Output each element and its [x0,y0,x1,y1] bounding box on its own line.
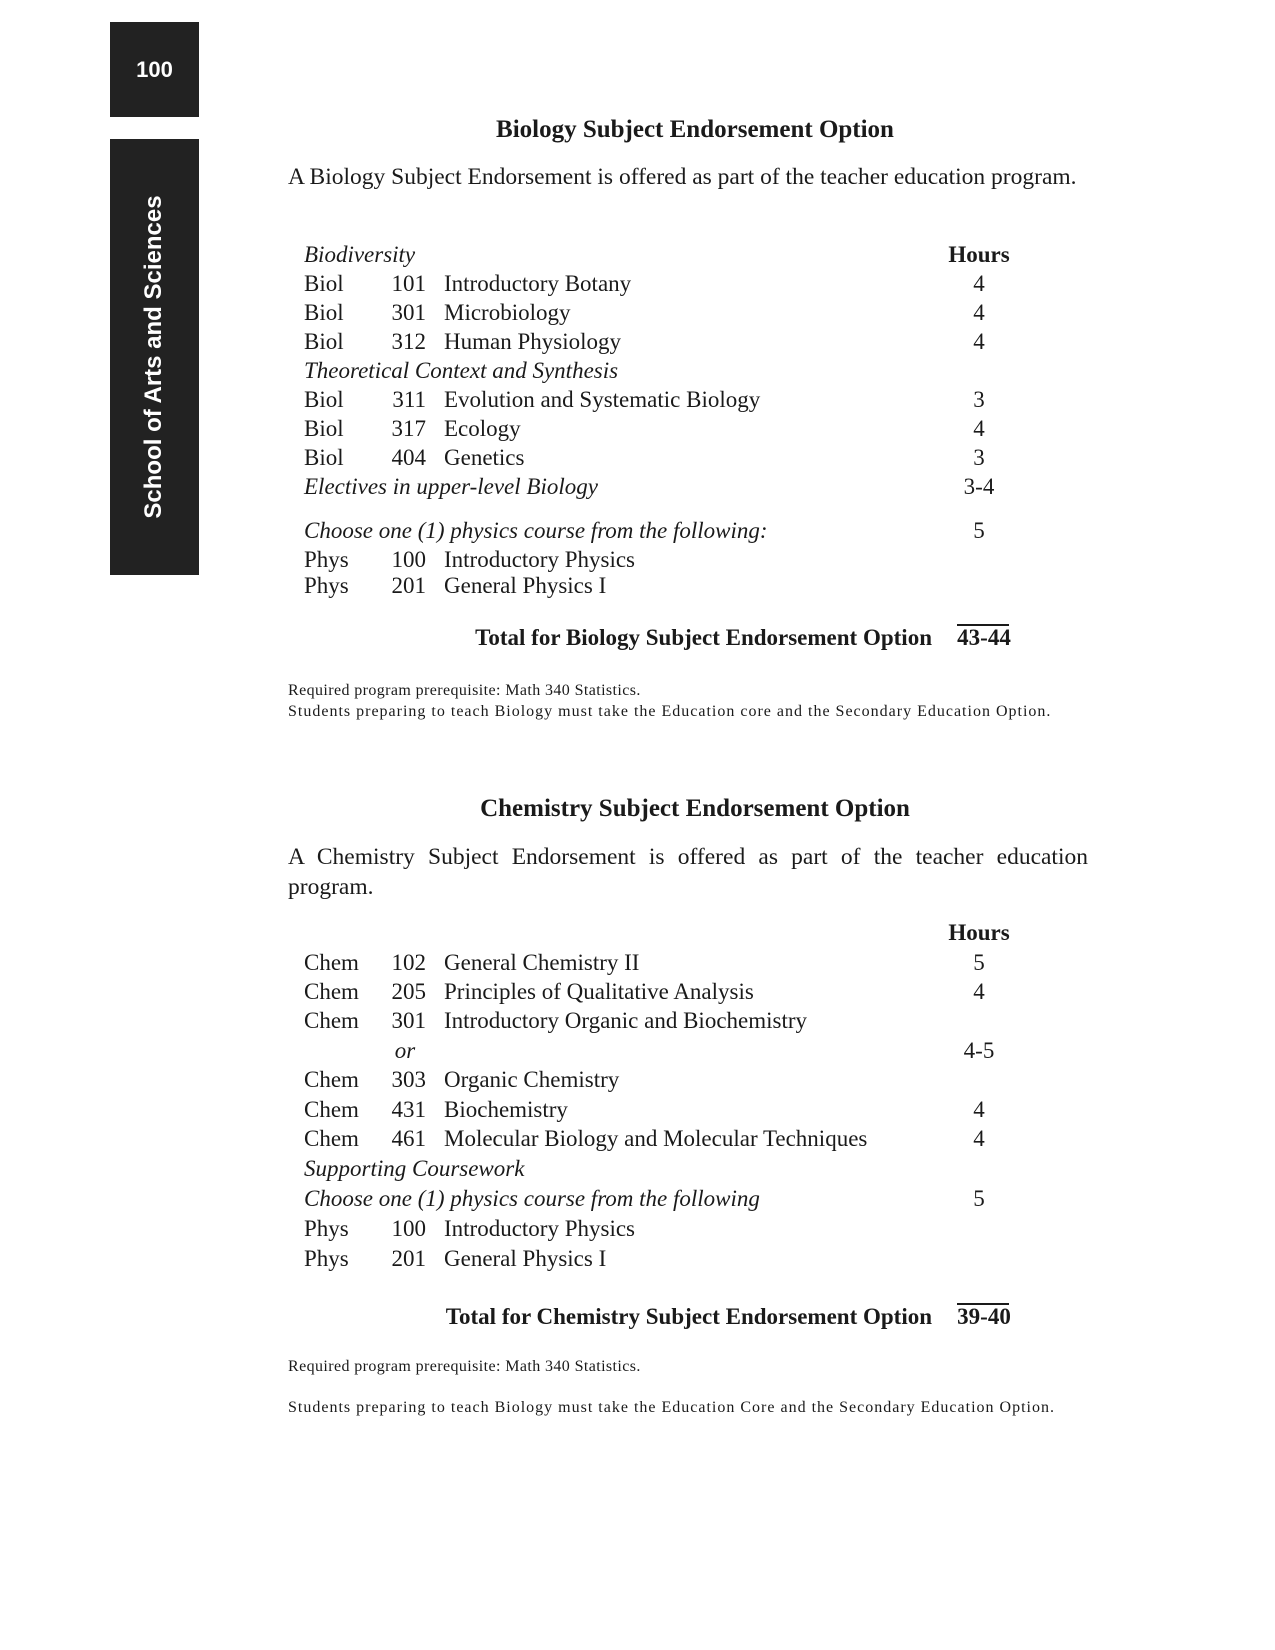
course-number: 404 [391,445,426,470]
chemistry-total-value: 39-40 [957,1304,1011,1329]
course-title: Human Physiology [444,329,621,354]
chemistry-intro: A Chemistry Subject Endorsement is offered as part of the teacher education program. [288,844,1088,900]
physics-choice-label: Choose one (1) physics course from the following [304,1186,760,1211]
physics-choice-row [304,1184,1024,1214]
side-tab-label: School of Arts and Sciences [140,195,167,519]
course-title: Evolution and Systematic Biology [444,387,761,412]
supporting-row [304,1154,1024,1184]
electives-label: Electives in upper-level Biology [304,474,598,499]
biology-prerequisite-note: Required program prerequisite: Math 340 Statistics. [288,682,641,699]
course-row [304,571,1024,601]
course-row [304,1244,1024,1274]
physics-choice-hours: 5 [973,518,985,543]
course-title: Organic Chemistry [444,1067,620,1092]
course-title: Biochemistry [444,1097,568,1122]
course-title: General Physics I [444,1246,607,1271]
course-row [304,1065,1024,1095]
course-title: Introductory Physics [444,1216,636,1241]
supporting-label: Supporting Coursework [304,1156,525,1181]
course-dept: Phys [304,573,349,598]
biology-intro: A Biology Subject Endorsement is offered as part of the teacher education program. [288,164,1077,190]
biology-total-label: Total for Biology Subject Endorsement Option [475,625,932,650]
course-number: 100 [391,547,426,572]
course-dept: Chem [304,1126,359,1151]
biology-education-note: Students preparing to teach Biology must take the Education core and the Secondary Education Option. [288,703,1052,720]
course-number: 100 [391,1216,426,1241]
course-dept: Phys [304,1216,349,1241]
course-dept: Chem [304,1067,359,1092]
biology-hours-header: Hours [948,242,1010,267]
biology-group-header-row [304,356,1024,386]
course-hours: 5 [973,950,985,975]
biology-group-label: Biodiversity [304,242,416,267]
course-row [304,414,1024,444]
course-hours: 4 [973,329,985,354]
section-side-tab [110,139,199,575]
course-dept: Biol [304,300,344,325]
course-number: 461 [391,1126,426,1151]
course-number: 101 [391,271,426,296]
course-dept: Biol [304,271,344,296]
course-dept: Chem [304,1097,359,1122]
course-title: Genetics [444,445,525,470]
electives-row [304,472,1024,502]
course-dept: Biol [304,416,344,441]
course-row [304,269,1024,299]
course-dept: Chem [304,1008,359,1033]
course-hours: 4 [973,979,985,1004]
chemistry-education-note: Students preparing to teach Biology must take the Education Core and the Secondary Education Option. [288,1399,1055,1416]
course-title: Ecology [444,416,521,441]
course-hours: 4 [973,1097,985,1122]
course-number: 301 [391,300,426,325]
course-title: Microbiology [444,300,571,325]
or-hours: 4-5 [963,1038,995,1063]
course-hours: 3 [973,445,985,470]
physics-choice-hours: 5 [973,1186,985,1211]
course-number: 102 [391,950,426,975]
course-title: General Physics I [444,573,607,598]
biology-section-title: Biology Subject Endorsement Option [496,116,894,143]
course-row [304,1124,1024,1154]
course-number: 311 [392,387,426,412]
course-row [304,948,1024,978]
course-row [304,1214,1024,1244]
page-number-tab [110,22,199,117]
course-title: Principles of Qualitative Analysis [444,979,754,1004]
course-dept: Biol [304,387,344,412]
course-number: 431 [391,1097,426,1122]
course-hours: 3 [973,387,985,412]
course-number: 303 [391,1067,426,1092]
physics-choice-label: Choose one (1) physics course from the following: [304,518,768,543]
course-number: 301 [391,1008,426,1033]
course-dept: Phys [304,547,349,572]
chemistry-hours-header: Hours [948,920,1010,945]
chemistry-section-title: Chemistry Subject Endorsement Option [480,795,910,822]
course-title: Introductory Botany [444,271,632,296]
course-title: Introductory Organic and Biochemistry [444,1008,808,1033]
physics-choice-row [304,516,1024,546]
chemistry-total-label: Total for Chemistry Subject Endorsement Option [445,1304,932,1329]
page-number: 100 [136,56,173,82]
course-row [304,298,1024,328]
course-hours: 4 [973,1126,985,1151]
biology-total-value: 43-44 [957,625,1011,650]
course-number: 201 [391,573,426,598]
course-dept: Biol [304,445,344,470]
course-number: 201 [391,1246,426,1271]
course-row [304,443,1024,473]
course-row [304,327,1024,357]
course-hours: 4 [973,271,985,296]
course-row [304,977,1024,1007]
course-row [304,385,1024,415]
course-dept: Chem [304,950,359,975]
course-number: 312 [391,329,426,354]
course-row [304,1006,1024,1036]
course-title: Introductory Physics [444,547,636,572]
course-dept: Phys [304,1246,349,1271]
electives-hours: 3-4 [963,474,995,499]
chemistry-prerequisite-note: Required program prerequisite: Math 340 Statistics. [288,1358,641,1375]
biology-group-label: Theoretical Context and Synthesis [304,358,619,383]
or-label: or [394,1038,416,1063]
course-row [304,1095,1024,1125]
course-title: Molecular Biology and Molecular Techniques [444,1126,868,1151]
course-dept: Chem [304,979,359,1004]
course-hours: 4 [973,300,985,325]
course-dept: Biol [304,329,344,354]
course-number: 205 [391,979,426,1004]
course-title: General Chemistry II [444,950,640,975]
biology-group-header-row [304,240,1024,270]
or-row [304,1036,1024,1066]
course-number: 317 [391,416,426,441]
course-hours: 4 [973,416,985,441]
chemistry-hours-header-row [304,918,1024,948]
